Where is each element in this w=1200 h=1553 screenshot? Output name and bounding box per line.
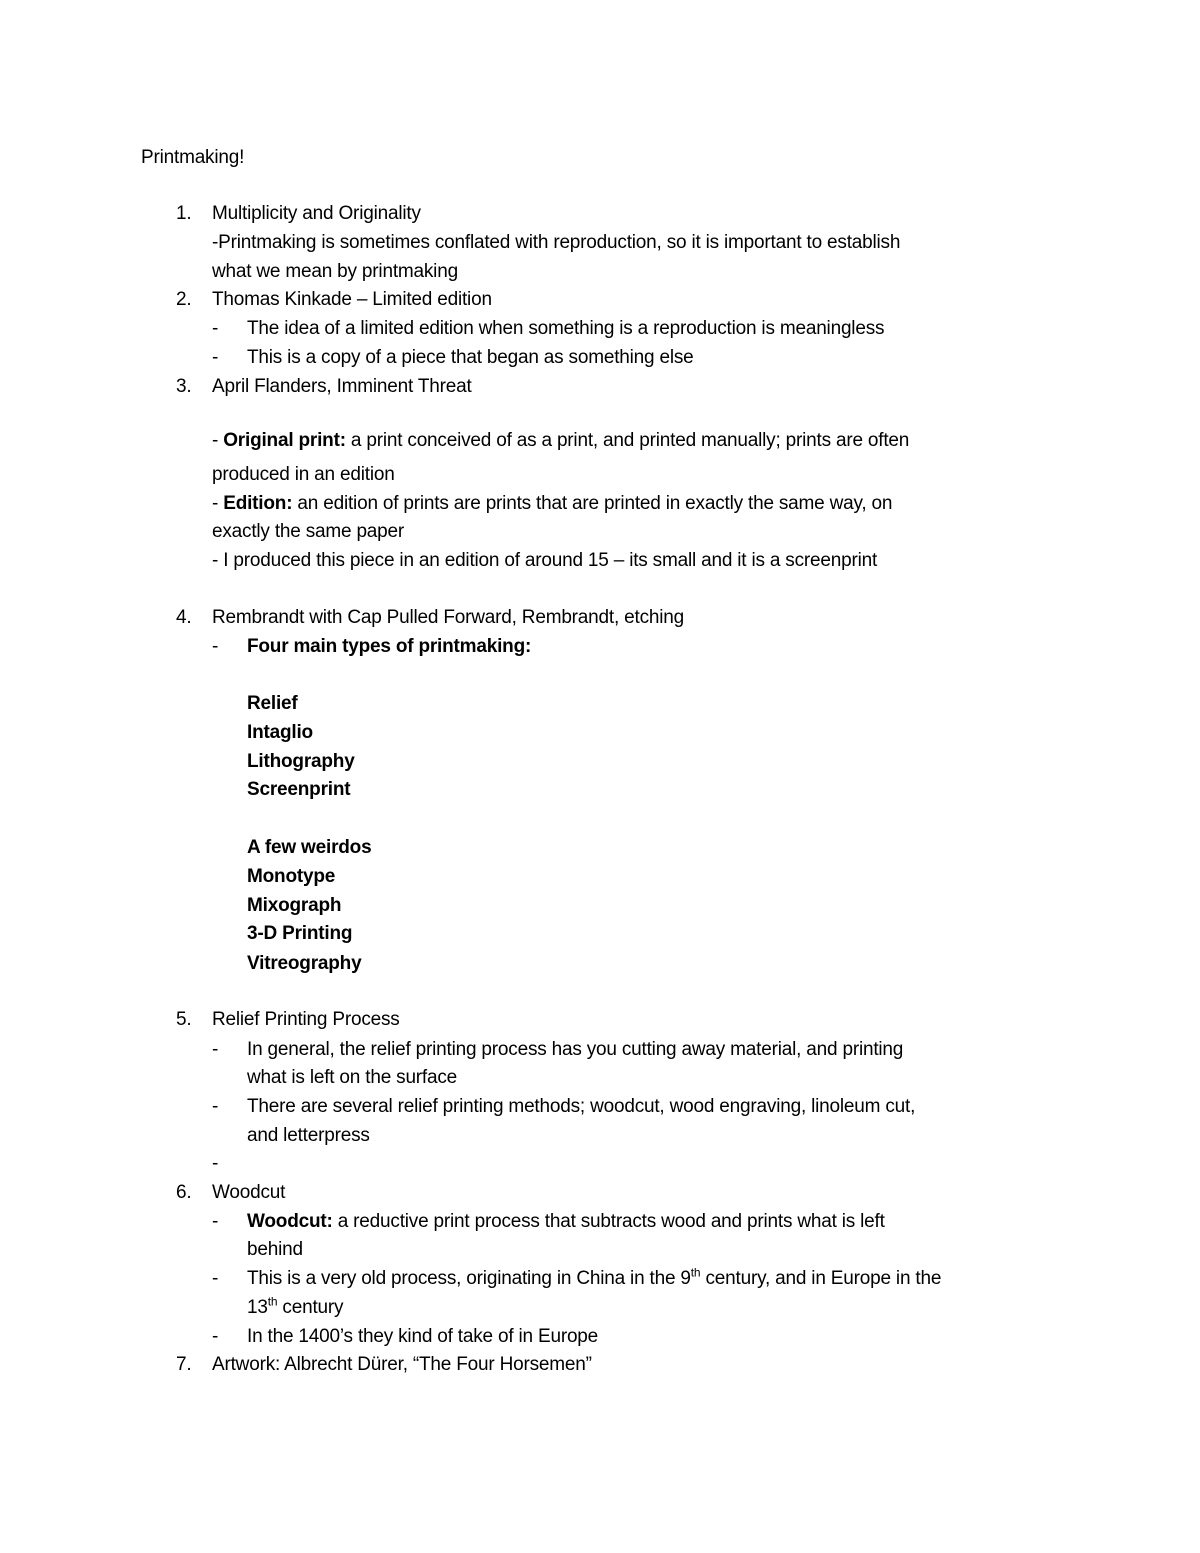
item-6-bullet-2-line2 [247, 1296, 343, 1320]
item-5-bullet-1-line2: what is left on the surface [247, 1067, 458, 1088]
item-6-bullet-1-line1 [247, 1210, 885, 1234]
item-2-bullet-1-dash: - [212, 318, 219, 339]
item-7-number: 7. [176, 1354, 192, 1375]
edition-definition: an edition of prints are prints that are printed in exactly the same way, on [292, 493, 893, 514]
weirdo-mixograph: Mixograph [247, 895, 342, 916]
woodcut-definition: a reductive print process that subtracts wood and prints what is left [332, 1211, 885, 1232]
item-5-bullet-2-dash: - [212, 1096, 219, 1117]
item-1-heading: Multiplicity and Originality [212, 203, 421, 224]
item-2-heading: Thomas Kinkade – Limited edition [212, 289, 492, 310]
item-5-heading: Relief Printing Process [212, 1009, 400, 1030]
item-6-bullet-1-line2: behind [247, 1239, 303, 1260]
original-print-term: Original print: [223, 430, 346, 451]
item-6-heading: Woodcut [212, 1182, 286, 1203]
woodcut-term: Woodcut: [247, 1211, 333, 1232]
item-6-number: 6. [176, 1182, 192, 1203]
item-5-bullet-2-line2: and letterpress [247, 1125, 370, 1146]
weirdo-monotype: Monotype [247, 866, 336, 887]
item-3-number: 3. [176, 376, 192, 397]
superscript-th-2: th [267, 1294, 278, 1309]
paragraph-1-prefix: - [212, 430, 224, 451]
paragraph-2-prefix: - [212, 493, 224, 514]
item-1-text-line2: what we mean by printmaking [212, 261, 458, 282]
item-2-bullet-2: This is a copy of a piece that began as something else [247, 347, 694, 368]
item-5-number: 5. [176, 1009, 192, 1030]
item-1-text-line1: -Printmaking is sometimes conflated with reproduction, so it is important to establish [212, 232, 901, 253]
weirdos-heading: A few weirdos [247, 837, 372, 858]
item-2-bullet-2-dash: - [212, 347, 219, 368]
type-lithography: Lithography [247, 751, 355, 772]
item-3-paragraph-2 [212, 492, 892, 516]
type-relief: Relief [247, 693, 298, 714]
item-4-number: 4. [176, 607, 192, 628]
item-5-bullet-2-line1: There are several relief printing methods; woodcut, wood engraving, linoleum cut, [247, 1096, 916, 1117]
item-3-paragraph-3: - I produced this piece in an edition of around 15 – its small and it is a screenprint [212, 550, 878, 571]
weirdo-vitreography: Vitreography [247, 953, 362, 974]
item-6-bullet-3-dash: - [212, 1326, 219, 1347]
item-6-bullet-2-line1 [247, 1267, 941, 1291]
bullet-2-text-c: 13 [247, 1297, 268, 1318]
bullet-2-text-d: century [277, 1297, 344, 1318]
item-6-bullet-2-dash: - [212, 1268, 219, 1289]
weirdo-3d-printing: 3-D Printing [247, 923, 353, 944]
item-3-paragraph-1-line2: produced in an edition [212, 464, 395, 485]
edition-term: Edition: [223, 493, 293, 514]
item-2-number: 2. [176, 289, 192, 310]
document-title: Printmaking! [141, 147, 245, 168]
type-screenprint: Screenprint [247, 779, 351, 800]
item-4-bullet-1: Four main types of printmaking: [247, 636, 532, 657]
item-5-bullet-1-dash: - [212, 1039, 219, 1060]
item-6-bullet-1-dash: - [212, 1211, 219, 1232]
original-print-definition: a print conceived of as a print, and printed manually; prints are often [345, 430, 910, 451]
item-3-heading: April Flanders, Imminent Threat [212, 376, 472, 397]
item-3-paragraph-2-line2: exactly the same paper [212, 521, 405, 542]
item-5-empty-bullet-dash: - [212, 1153, 219, 1174]
bullet-2-text-b: century, and in Europe in the [700, 1268, 942, 1289]
bullet-2-text-a: This is a very old process, originating in China in the 9 [247, 1268, 691, 1289]
item-7-heading: Artwork: Albrecht Dürer, “The Four Horsemen” [212, 1354, 592, 1375]
item-6-bullet-3: In the 1400’s they kind of take of in Europe [247, 1326, 599, 1347]
item-1-number: 1. [176, 203, 192, 224]
item-4-heading: Rembrandt with Cap Pulled Forward, Rembrandt, etching [212, 607, 685, 628]
superscript-th-1: th [690, 1265, 701, 1280]
item-4-bullet-1-dash: - [212, 636, 219, 657]
item-3-paragraph-1 [212, 429, 909, 453]
type-intaglio: Intaglio [247, 722, 313, 743]
item-5-bullet-1-line1: In general, the relief printing process has you cutting away material, and printing [247, 1039, 904, 1060]
item-2-bullet-1: The idea of a limited edition when something is a reproduction is meaningless [247, 318, 885, 339]
